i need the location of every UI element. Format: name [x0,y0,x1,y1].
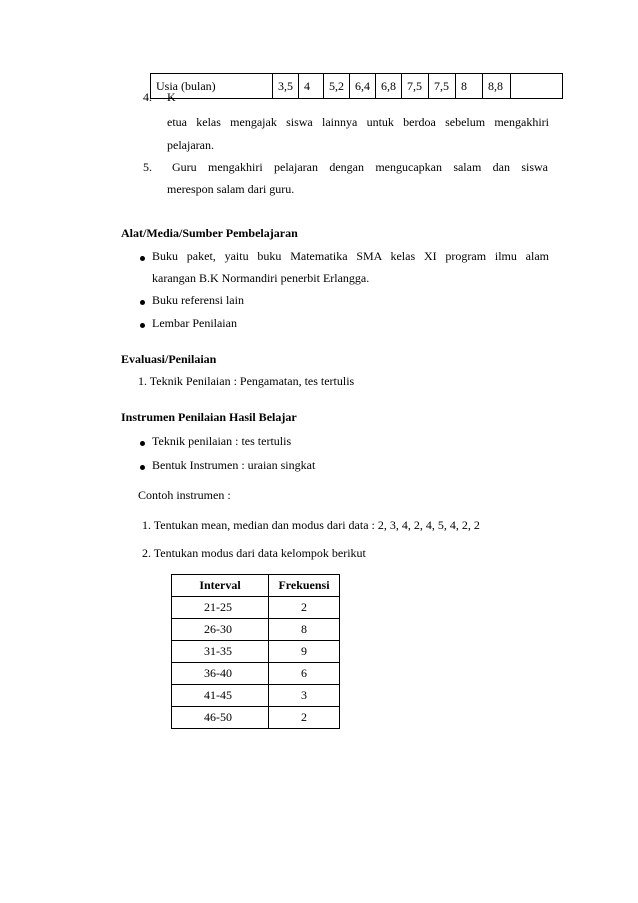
section-heading-alat: Alat/Media/Sumber Pembelajaran [121,226,298,240]
frekuensi-cell: 8 [269,619,340,641]
step-text-line: etua kelas mengajak siswa lainnya untuk berdoa sebelum mengakhiri [167,115,549,129]
question-item: 1. Tentukan mean, median dan modus dari data : 2, 3, 4, 2, 4, 5, 4, 2, 2 [142,518,480,532]
step-number: 5. [143,160,152,174]
usia-value: 7,5 [429,74,456,99]
column-header-interval: Interval [172,575,269,597]
alat-item-line: Buku paket, yaitu buku Matematika SMA kelas XI program ilmu alam [152,249,549,263]
usia-value: 6,4 [350,74,376,99]
question-item: 2. Tentukan modus dari data kelompok berikut [142,546,366,560]
step-number: 4. [143,90,152,104]
frekuensi-cell: 2 [269,707,340,729]
table-row [172,641,340,663]
step-first-letter: K [167,90,176,104]
section-heading-evaluasi: Evaluasi/Penilaian [121,352,217,366]
usia-value: 8,8 [488,78,503,93]
interval-cell: 36-40 [172,663,269,685]
alat-item-line: Buku referensi lain [152,293,244,307]
instrumen-bullet-text: Bentuk Instrumen : uraian singkat [152,458,316,472]
usia-value: 4 [299,74,324,99]
usia-value: 8 [456,74,483,99]
usia-value: 5,2 [324,74,350,99]
bullet-icon [140,323,145,328]
table-row [172,619,340,641]
usia-value-pair [483,74,511,99]
frekuensi-cell: 9 [269,641,340,663]
table-row [172,707,340,729]
frekuensi-cell: 6 [269,663,340,685]
instrumen-bullet-text: Teknik penilaian : tes tertulis [152,434,292,448]
alat-item-line: Lembar Penilaian [152,316,237,330]
table-row [172,663,340,685]
bullet-icon [140,256,145,261]
interval-cell: 26-30 [172,619,269,641]
step-text-line: pelajaran. [167,138,214,152]
table-header-row [172,575,340,597]
section-heading-instrumen: Instrumen Penilaian Hasil Belajar [121,410,297,424]
usia-value-cell [511,74,563,99]
bullet-icon [140,465,145,470]
usia-value: 7,5 [402,74,429,99]
usia-value: 3,5 [273,74,299,99]
bullet-icon [140,300,145,305]
usia-label: Usia (bulan) [151,74,273,99]
table-row [172,597,340,619]
contoh-instrumen-label: Contoh instrumen : [138,488,231,502]
interval-cell: 31-35 [172,641,269,663]
table-row [172,685,340,707]
interval-cell: 46-50 [172,707,269,729]
alat-item-line: karangan B.K Normandiri penerbit Erlangga. [152,271,370,285]
frequency-table [171,574,340,729]
step-text-line: Guru mengakhiri pelajaran dengan mengucapkan salam dan siswa [172,160,548,174]
bullet-icon [140,441,145,446]
step-text-line: merespon salam dari guru. [167,182,295,196]
interval-cell: 21-25 [172,597,269,619]
evaluasi-item: 1. Teknik Penilaian : Pengamatan, tes tertulis [138,374,355,388]
usia-value: 6,8 [376,74,402,99]
usia-row [151,74,563,99]
column-header-frekuensi: Frekuensi [269,575,340,597]
usia-table [150,73,563,99]
interval-cell: 41-45 [172,685,269,707]
frekuensi-cell: 3 [269,685,340,707]
frekuensi-cell: 2 [269,597,340,619]
